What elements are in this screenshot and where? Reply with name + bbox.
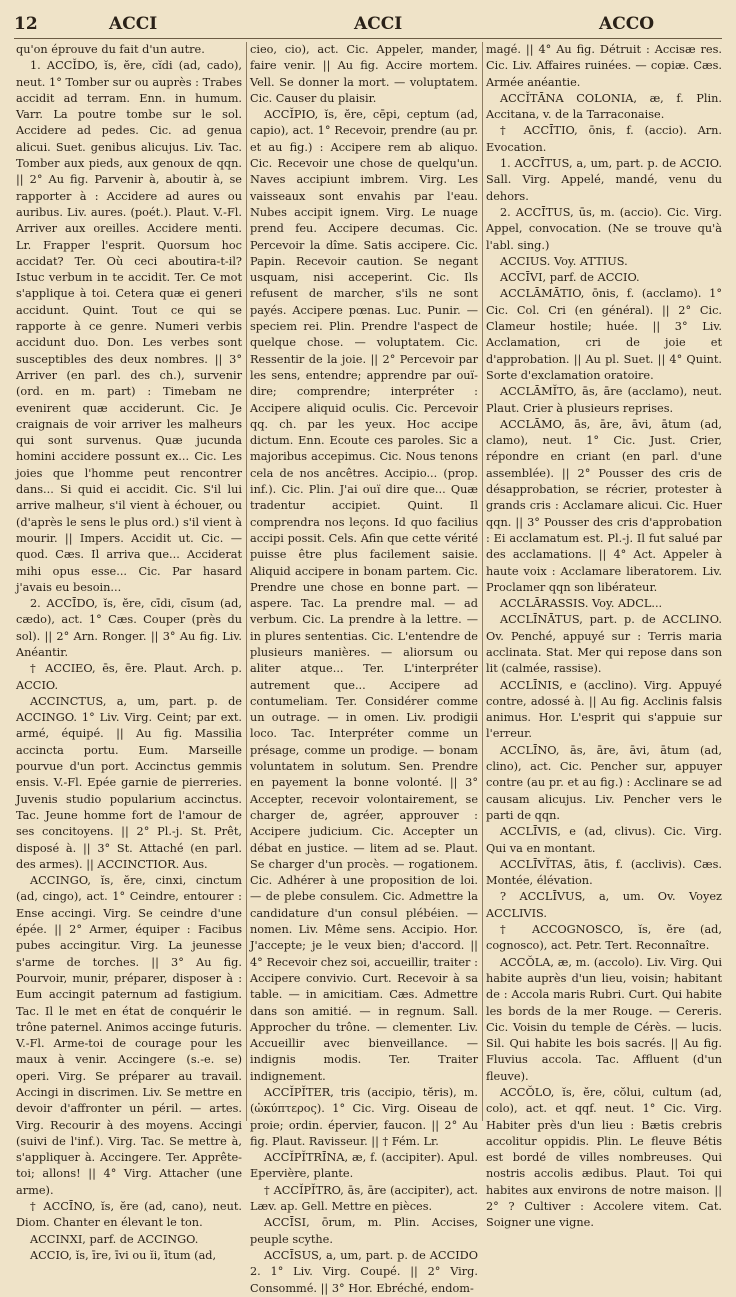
- entry: ACCLĪNIS, e (acclino). Virg. Appuyé contre, adossé à. || Au fig. Acclinis falsis animus. Hor. L'esprit qui s'appuie sur l'erreur.: [486, 678, 722, 741]
- entry: ACCLĀMĬTO, ās, āre (acclamo), neut. Plaut. Crier à plusieurs reprises.: [486, 385, 722, 415]
- entry: 1. ACCĬDO, ĭs, ĕre, cĭdi (ad, cado), neut. 1° Tomber sur ou auprès : Trabes accidit ad terram. Enn. in humum. Varr. La poutre tombe sur le sol. Accidere ad pedes. Cic. ad genua alicui. Suet. genibus alicujus. Liv. Tac. Tomber aux pieds, aux genoux de qqn. || 2° Au fig. Parvenir à, aboutir à, se rapporter à : Accidere ad aures ou auribus. Liv. aures. (poét.). Plaut. V.-Fl. Arriver aux oreilles. Accidere menti. Lr. Frapper l'esprit. Quorsum hoc accidat? Ter. Où ceci aboutira-t-il? Istuc verbum in te accidit. Ter. Ce mot s'applique à toi. Cetera quæ ei generi accidunt. Quint. Tout ce qui se rapporte à ce genre. Numeri verbis accidunt duo. Don. Les verbes sont susceptibles des deux nombres. || 3° Arriver (en parl. des ch.), survenir (ord. en m. part) : Timebam ne evenirent quæ acciderunt. Cic. Je craignais de voir arriver les malheurs qui sont survenus. Quæ jucunda homini accidere possunt ex... Cic. Les joies que l'homme peut rencontrer dans... Si quid ei accidit. Cic. S'il lui arrive malheur, s'il vient à échouer, ou (d'après le sens le plus ord.) s'il vient à mourir. || Impers. Accidit ut. Cic. — quod. Cæs. Il arriva que... Acciderat mihi opus esse... Cic. Par hasard j'avais eu besoin...: [16, 59, 242, 594]
- entry: ACCIO, ĭs, īre, īvi ou ĭi, ītum (ad,: [30, 1248, 217, 1262]
- column-1: [16, 42, 242, 1262]
- entry: ACCLĀMĀTIO, ōnis, f. (acclamo). 1° Cic. Col. Cri (en général). || 2° Cic. Clameur hostile; huée. || 3° Liv. Acclamation, cri de joie et d'approbation. || Au pl. Suet. || 4° Quint. Sorte d'exclamation oratoire.: [486, 287, 722, 382]
- entry: ACCĪSI, ōrum, m. Plin. Accises, peuple scythe.: [250, 1216, 478, 1246]
- entry: ACCINXI, parf. de ACCINGO.: [30, 1232, 199, 1246]
- entry: ACCINCTUS, a, um, part. p. de ACCINGO. 1° Liv. Virg. Ceint; par ext. armé, équipé. || Au fig. Massilia accincta portu. Eum. Marseille pourvue d'un port. Accinctus gemmis ensis. V.-Fl. Epée garnie de pierreries. Juvenis studio popularium accinctus. Tac. Jeune homme fort de l'amour de ses concitoyens. || 2° Pl.-j. St. Prêt, disposé à. || 3° St. Attaché (en parl. des armes). || ACCINCTIOR. Aus.: [16, 694, 242, 871]
- entry: ACCLĀRASSIS. Voy. ADCL...: [500, 597, 663, 611]
- entry: ACCLĪNO, ās, āre, āvi, ātum (ad, clino), act. Cic. Pencher sur, appuyer contre (au pr. et au fig.) : Acclinare se ad causam alicujus. Liv. Pencher vers le parti de qqn.: [486, 743, 722, 822]
- entry: ACCĬPĬTRĪNA, æ, f. (accipiter). Apul. Epervière, plante.: [250, 1151, 478, 1181]
- left-guide-word: ACCI: [109, 14, 158, 34]
- column-3: [486, 42, 722, 1230]
- entry: ACCŎLO, ĭs, ĕre, cŏlui, cultum (ad, colo), act. et qqf. neut. 1° Cic. Virg. Habiter près d'un lieu : Bætis crebris accolitur oppidis. Plin. Le fleuve Bétis est bordé de villes nombreuses. Qui nostris accolis ædibus. Plaut. Toi qui habites aux environs de notre maison. || 2° ? Cultiver : Accolere vitem. Cat. Soigner une vigne.: [486, 1086, 722, 1230]
- running-header: [14, 8, 722, 36]
- entry: † ACCOGNOSCO, ĭs, ĕre (ad, cognosco), act. Petr. Tert. Reconnaître.: [486, 923, 722, 953]
- entry: ACCIUS. Voy. ATTIUS.: [500, 254, 628, 268]
- right-guide-word: ACCO: [599, 14, 655, 34]
- entry: ACCLĪVIS, e (ad, clivus). Cic. Virg. Qui va en montant.: [486, 825, 722, 855]
- page-number: 12: [14, 14, 38, 34]
- entry: cieo, cio), act. Cic. Appeler, mander, faire venir. || Au fig. Accire mortem. Vell. Se donner la mort. — voluptatem. Cic. Causer du plaisir.: [250, 43, 478, 105]
- entry: 1. ACCĪTUS, a, um, part. p. de ACCIO. Sall. Virg. Appelé, mandé, venu du dehors.: [486, 157, 722, 203]
- entry: † ACCĬPĬTRO, ās, āre (accipiter), act. Læv. ap. Gell. Mettre en pièces.: [250, 1183, 478, 1214]
- entry: 2. ACCĪTUS, ūs, m. (accio). Cic. Virg. Appel, convocation. (Ne se trouve qu'à l'abl. sing.): [486, 205, 722, 252]
- entry: † ACCIEO, ēs, ēre. Plaut. Arch. p. ACCIO.: [16, 662, 242, 692]
- entry: ACCLĪNĀTUS, part. p. de ACCLINO. Ov. Penché, appuyé sur : Terris maria acclinata. Stat. Mer qui repose dans son lit (calmée, rassise).: [486, 613, 722, 676]
- center-guide-word: ACCI: [354, 14, 403, 34]
- entry: ACCĪVI, parf. de ACCIO.: [500, 271, 640, 285]
- entry: magé. || 4° Au fig. Détruit : Accisæ res. Cic. Liv. Affaires ruinées. — copiæ. Cæs. Armée anéantie.: [486, 43, 722, 89]
- entry: ACCĪSUS, a, um, part. p. de ACCIDO 2. 1° Liv. Virg. Coupé. || 2° Virg. Consommé. || 3° Hor. Ebréché, endom-: [250, 1248, 478, 1295]
- column-2: [250, 42, 478, 1295]
- entry: ACCĬTĀNA COLONIA, æ, f. Plin. Accitana, v. de la Tarraconaise.: [486, 91, 722, 122]
- header-rule: [14, 38, 722, 39]
- column-divider: [482, 42, 483, 1121]
- entry: † ACCĪTIO, ōnis, f. (accio). Arn. Evocation.: [486, 124, 722, 154]
- entry: ACCŎLA, æ, m. (accolo). Liv. Virg. Qui habite auprès d'un lieu, voisin; habitant de : Accola maris Rubri. Curt. Qui habite les bords de la mer Rouge. — Cereris. Cic. Voisin du temple de Cérès. — lucis. Sil. Qui habite les bois sacrés. || Au fig. Fluvius accola. Tac. Affluent (d'un fleuve).: [486, 955, 722, 1083]
- entry: ACCINGO, ĭs, ĕre, cinxi, cinctum (ad, cingo), act. 1° Ceindre, entourer : Ense accingi. Virg. Se ceindre d'une épée. || 2° Armer, équiper : Facibus pubes accingitur. Virg. La jeunesse s'arme de torches. || 3° Au fig. Pourvoir, munir, préparer, disposer à : Eum accingit paternum ad fastigium. Tac. Il le met en état de conquérir le trône paternel. Animos accinge futuris. V.-Fl. Arme-toi de courage pour les maux à venir. Accingere (s.-e. se) operi. Virg. Se préparer au travail. Accingi in discrimen. Liv. Se mettre en devoir d'affronter un péril. — artes. Virg. Recourir à des moyens. Accingi (suivi de l'inf.). Virg. Tac. Se mettre à, s'appliquer à. Accingere. Ter. Apprête-toi; allons! || 4° Virg. Attacher (une arme).: [16, 874, 242, 1197]
- entry: ACCĬPĬTER, tris (accipio, tĕris), m. (ὠκύπτερος). 1° Cic. Virg. Oiseau de proie; ordin. épervier, faucon. || 2° Au fig. Plaut. Ravisseur. || † Fém. Lr.: [250, 1086, 478, 1148]
- column-divider: [246, 42, 247, 1121]
- entry: ACCLĪVĬTAS, ātis, f. (acclivis). Cæs. Montée, élévation.: [486, 857, 722, 888]
- entry: 2. ACCĪDO, ĭs, ĕre, cīdi, cīsum (ad, cædo), act. 1° Cæs. Couper (près du sol). || 2° Arn. Ronger. || 3° Au fig. Liv. Anéantir.: [16, 597, 242, 659]
- entry: ACCĬPIO, ĭs, ĕre, cēpi, ceptum (ad, capio), act. 1° Recevoir, prendre (au pr. et au fig.) : Accipere rem ab aliquo. Cic. Recevoir une chose de quelqu'un. Naves accipiunt imbrem. Virg. Les vaisseaux sont envahis par l'eau. Nubes accipit ignem. Virg. Le nuage prend feu. Accipere decumas. Cic. Percevoir la dîme. Satis accipere. Cic. Papin. Recevoir caution. Se negant usquam, nisi acceperint. Cic. Ils refusent de marcher, s'ils ne sont payés. Accipere pœnas. Luc. Punir. — speciem rei. Plin. Prendre l'aspect de quelque chose. — voluptatem. Cic. Ressentir de la joie. || 2° Percevoir par les sens, entendre; apprendre par ouï-dire; comprendre; interpréter : Accipere aliquid oculis. Cic. Percevoir qq. ch. par les yeux. Hoc accipe dictum. Enn. Ecoute ces paroles. Sic a majoribus accepimus. Cic. Nous tenons cela de nos ancêtres. Accipio... (prop. inf.). Cic. Plin. J'ai ouï dire que... Quæ tradentur accipiet. Quint. Il comprendra nos leçons. Id quo facilius accipi possit. Cels. Afin que cette vérité puisse être plus facilement saisie. Aliquid accipere in bonam partem. Cic. Prendre une chose en bonne part. — aspere. Tac. La prendre mal. — ad verbum. Cic. La prendre à la lettre. — in plures sententias. Cic. L'entendre de plusieurs manières. — aliorsum ou aliter atque... Ter. L'interpréter autrement que... Accipere ad contumeliam. Ter. Considérer comme un outrage. — in omen. Liv. prodigii loco. Tac. Interpréter comme un présage, comme un prodige. — bonam voluntatem in solutum. Sen. Prendre en payement la bonne volonté. || 3° Accepter, recevoir volontairement, se charger de, agréer, approuver : Accipere judicium. Cic. Accepter un débat en justice. — litem ad se. Plaut. Se charger d'un procès. — rogationem. Cic. Adhérer à une proposition de loi. — de plebe consulem. Cic. Admettre la candidature d'un consul plébéien. — nomen. Liv. Même sens. Accipio. Hor. J'accepte; je le veux bien; d'accord. || 4° Recevoir chez soi, accueillir, traiter : Accipere convivio. Curt. Recevoir à sa table. — in amicitiam. Cæs. Admettre dans son amitié. — in regnum. Sall. Approcher du trône. — clementer. Liv. Accueillir avec bienveillance. — indignis modis. Ter. Traiter indignement.: [250, 108, 478, 1083]
- entry: ? ACCLĪVUS, a, um. Ov. Voyez ACCLIVIS.: [486, 890, 722, 920]
- entry: † ACCĪNO, ĭs, ĕre (ad, cano), neut. Diom. Chanter en élevant le ton.: [16, 1200, 242, 1230]
- entry: ACCLĀMO, ās, āre, āvi, ātum (ad, clamo), neut. 1° Cic. Just. Crier, répondre en criant (en parl. d'une assemblée). || 2° Pousser des cris de désapprobation, se récrier, protester à grands cris : Acclamare alicui. Cic. Huer qqn. || 3° Pousser des cris d'approbation : Ei acclamatum est. Pl.-j. Il fut salué par des acclamations. || 4° Act. Appeler à haute voix : Acclamare liberatorem. Liv. Proclamer qqn son libérateur.: [486, 417, 722, 594]
- entry: qu'on éprouve du fait d'un autre.: [16, 43, 205, 56]
